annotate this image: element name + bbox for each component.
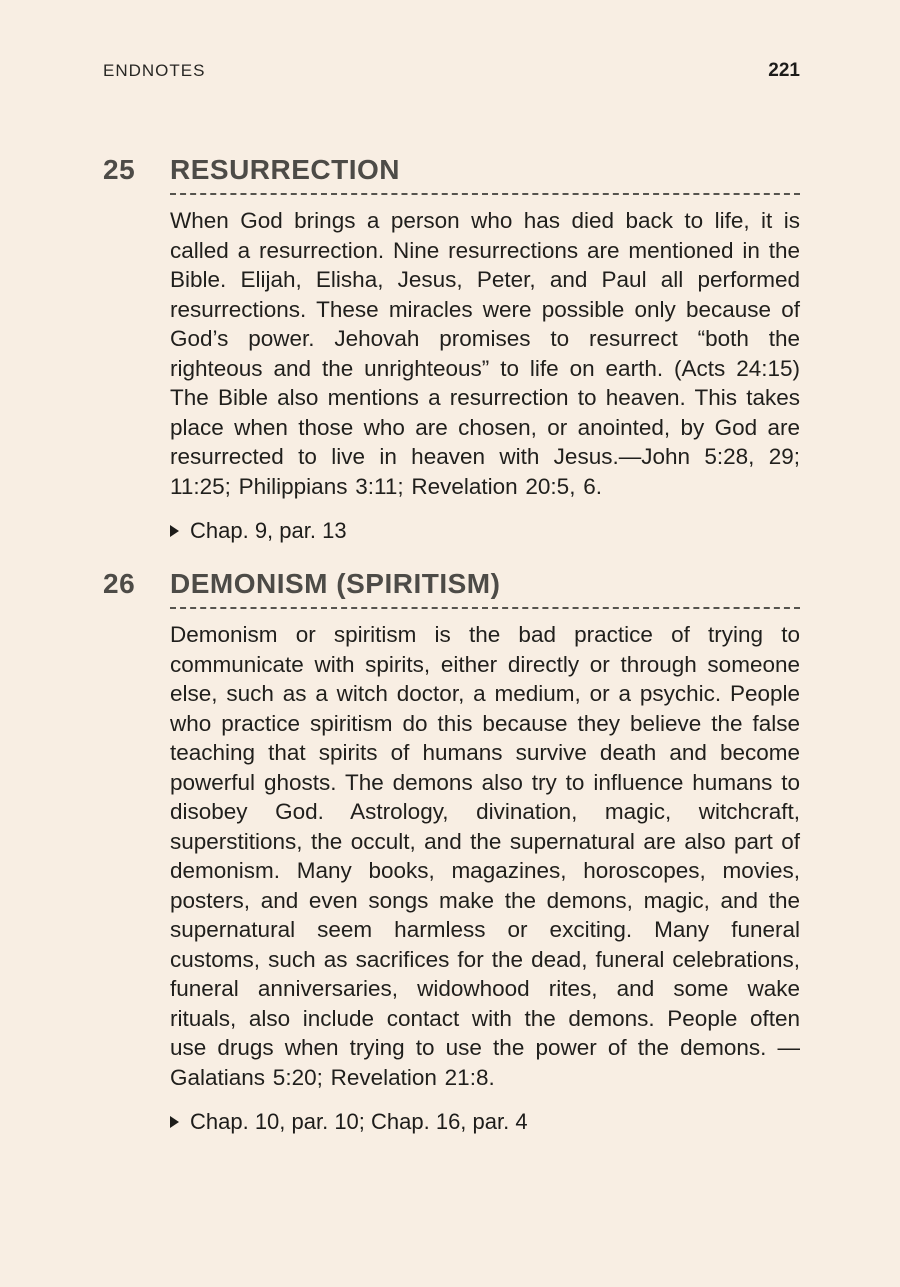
section-title-rule [170, 154, 800, 195]
chapter-reference-label: Chap. 9, par. 13 [190, 518, 347, 543]
section-number: 26 [103, 568, 136, 599]
section-heading [103, 154, 800, 195]
endnote-section-26 [103, 568, 800, 1135]
chapter-reference-label: Chap. 10, par. 10; Chap. 16, par. 4 [190, 1109, 528, 1134]
section-title-rule [170, 568, 800, 609]
section-title: DEMONISM (SPIRITISM) [170, 568, 501, 599]
section-number: 25 [103, 154, 136, 185]
running-header [103, 60, 800, 82]
triangle-bullet-icon [170, 1116, 179, 1128]
triangle-bullet-icon [170, 525, 179, 537]
page-number: 221 [768, 60, 800, 81]
section-title: RESURRECTION [170, 154, 401, 185]
chapter-reference [170, 1109, 800, 1135]
chapter-reference [170, 518, 800, 544]
section-body-text: Demonism or spiritism is the bad practice of trying to communicate with spirits, either directly or through someone else, such as a witch doctor, a medium, or a psychic. People who practice spiritism do this because they believe the false teaching that spirits of humans survive death and become powerful ghosts. The demons also try to influence humans to disobey God. Astrology, divination, magic, witchcraft, superstitions, the occult, and the supernatural are also part of demonism. Many books, magazines, horoscopes, movies, posters, and even songs make the demons, magic, and the supernatural seem harmless or exciting. Many funeral customs, such as sacrifices for the dead, funeral celebrations, funeral anniversaries, widowhood rites, and some wake rituals, also include contact with the demons. People often use drugs when trying to use the power of the demons. —Galatians 5:20; Revelation 21:8. [170, 622, 800, 1090]
section-body-text: When God brings a person who has died back to life, it is called a resurrection. Nine resurrections are mentioned in the Bible. Elijah, Elisha, Jesus, Peter, and Paul all performed resurrections. These miracles were possible only because of God’s power. Jehovah promises to resurrect “both the righteous and the unrighteous” to life on earth. (Acts 24:15) The Bible also mentions a resurrection to heaven. This takes place when those who are chosen, or anointed, by God are resurrected to live in heaven with Jesus.—John 5:28, 29; 11:25; Philippians 3:11; Revelation 20:5, 6. [170, 208, 800, 499]
section-heading [103, 568, 800, 609]
endnote-section-25 [103, 154, 800, 544]
header-title: ENDNOTES [103, 61, 206, 80]
